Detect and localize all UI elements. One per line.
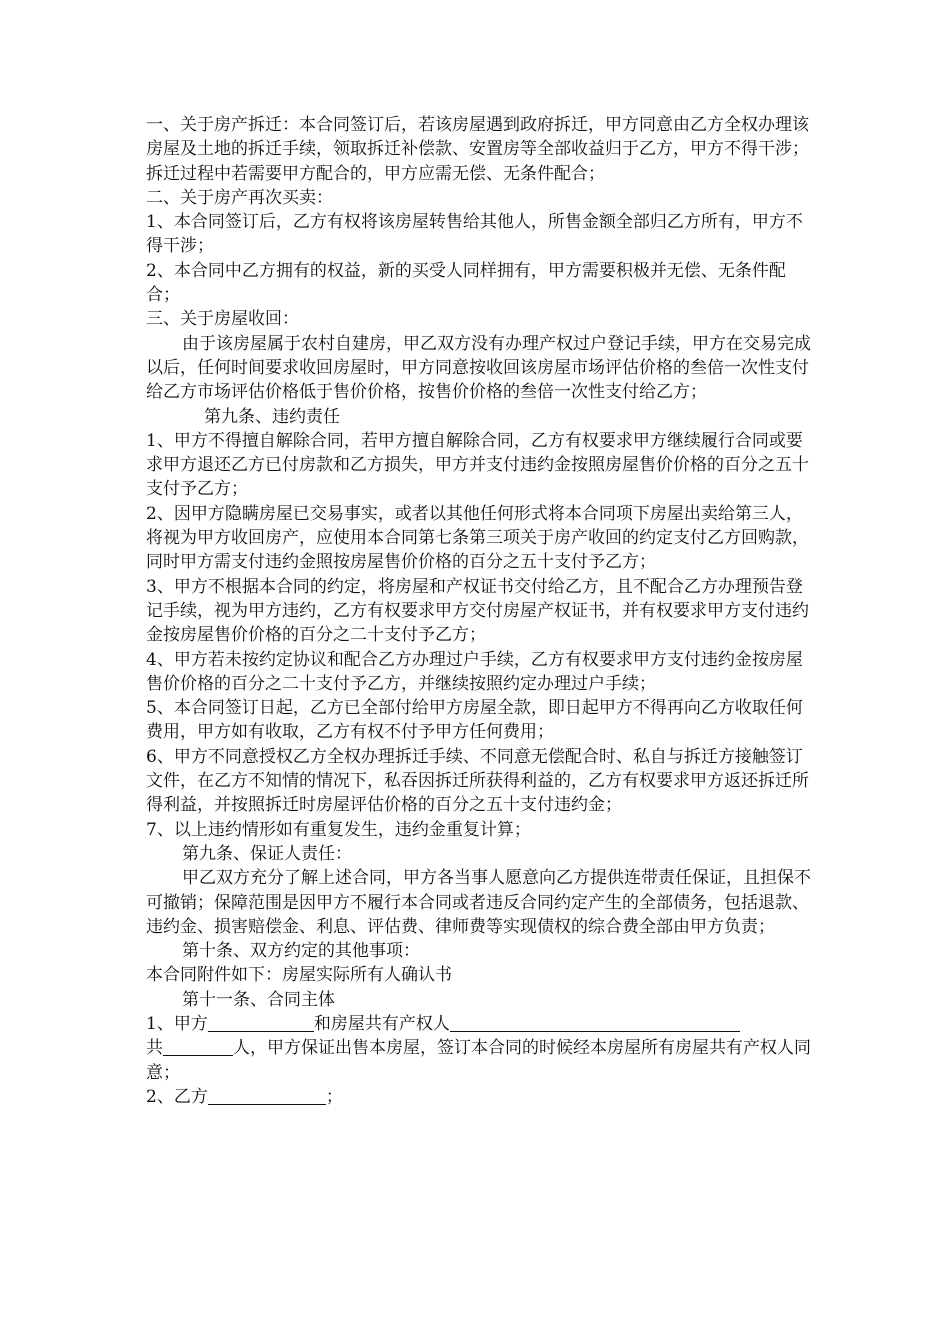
repossession-paragraph: 由于该房屋属于农村自建房，甲乙双方没有办理产权过户登记手续，甲方在交易完成以后，任何时间要求收回房屋时，甲方同意按收回该房屋市场评估价格的叁倍一次性支付给乙方市场评估价格低于售价价格，按售价价格的叁倍一次性支付给乙方； [146, 333, 811, 403]
co-owner-consent-line [146, 1036, 816, 1085]
repossession-heading: 三、关于房屋收回： [146, 309, 299, 330]
party-a-label: 1、甲方 [146, 1013, 208, 1034]
contract-parties-heading: 第十一条、合同主体 [182, 989, 335, 1010]
guarantor-paragraph: 甲乙双方充分了解上述合同，甲方各当事人愿意向乙方提供连带责任保证，且担保不可撤销；保障范围是因甲方不履行本合同或者违反合同约定产生的全部债务，包括退款、违约金、损害赔偿金、利息、评估费、律师费等实现债权的综合费全部由甲方负责； [146, 868, 811, 937]
breach-item-4: 4、甲方若未按约定协议和配合乙方办理过户手续，乙方有权要求甲方支付违约金按房屋售价价格的百分之二十支付予乙方，并继续按照约定办理过户手续； [146, 649, 803, 694]
party-a-blank[interactable] [208, 1014, 314, 1032]
contract-document [146, 113, 816, 1109]
breach-item-1: 1、甲方不得擅自解除合同，若甲方擅自解除合同，乙方有权要求甲方继续履行合同或要求甲方退还乙方已付房款和乙方损失，甲方并支付违约金按照房屋售价价格的百分之五十支付予乙方； [146, 430, 809, 500]
breach-item-7: 7、以上违约情形如有重复发生，违约金重复计算； [146, 819, 531, 840]
breach-liability-heading: 第九条、违约责任 [204, 406, 340, 427]
demolition-clause: 一、关于房产拆迁：本合同签订后，若该房屋遇到政府拆迁，甲方同意由乙方全权办理该房屋及土地的拆迁手续，领取拆迁补偿款、安置房等全部收益归于乙方，甲方不得干涉；拆迁过程中若需要甲方配合的，甲方应需无偿、无条件配合； [146, 115, 809, 184]
breach-item-6: 6、甲方不同意授权乙方全权办理拆迁手续、不同意无偿配合时、私自与拆迁方接触签订文件，在乙方不知情的情况下，私吞因拆迁所获得利益的，乙方有权要求甲方返还拆迁所得利益，并按照拆迁时房屋评估价格的百分之五十支付违约金； [146, 746, 809, 816]
co-owner-blank[interactable] [450, 1014, 740, 1032]
co-owner-count-prefix: 共 [146, 1038, 163, 1059]
co-owner-consent-text: 人，甲方保证出售本房屋，签订本合同的时候经本房屋所有房屋共有产权人同意； [146, 1038, 811, 1083]
breach-item-5: 5、本合同签订日起，乙方已全部付给甲方房屋全款，即日起甲方不得再向乙方收取任何费用，甲方如有收取，乙方有权不付予甲方任何费用； [146, 698, 803, 743]
party-b-label: 2、乙方 [146, 1086, 208, 1107]
party-b-terminator: ； [325, 1086, 343, 1107]
breach-item-3: 3、甲方不根据本合同的约定，将房屋和产权证书交付给乙方，且不配合乙方办理预告登记手续，视为甲方违约，乙方有权要求甲方交付房屋产权证书，并有权要求甲方支付违约金按房屋售价价格的百分之二十支付予乙方； [146, 576, 809, 646]
co-owner-label: 和房屋共有产权人 [313, 1013, 450, 1034]
other-matters-heading: 第十条、双方约定的其他事项： [182, 941, 420, 962]
co-owner-count-blank[interactable] [163, 1038, 233, 1056]
guarantor-heading: 第九条、保证人责任： [182, 843, 352, 864]
attachment-line: 本合同附件如下：房屋实际所有人确认书 [146, 965, 452, 986]
resale-heading: 二、关于房产再次买卖： [146, 187, 333, 208]
party-b-line [146, 1085, 816, 1109]
resale-item-1: 1、本合同签订后，乙方有权将该房屋转售给其他人，所售金额全部归乙方所有，甲方不得干涉； [146, 212, 803, 257]
party-a-line [146, 1012, 816, 1036]
party-b-blank[interactable] [208, 1087, 326, 1105]
breach-item-2: 2、因甲方隐瞒房屋已交易事实，或者以其他任何形式将本合同项下房屋出卖给第三人，将视为甲方收回房产，应使用本合同第七条第三项关于房产收回的约定支付乙方回购款，同时甲方需支付违约金照按房屋售价价格的百分之五十支付予乙方； [146, 503, 809, 573]
resale-item-2: 2、本合同中乙方拥有的权益，新的买受人同样拥有，甲方需要积极并无偿、无条件配合； [146, 260, 786, 306]
